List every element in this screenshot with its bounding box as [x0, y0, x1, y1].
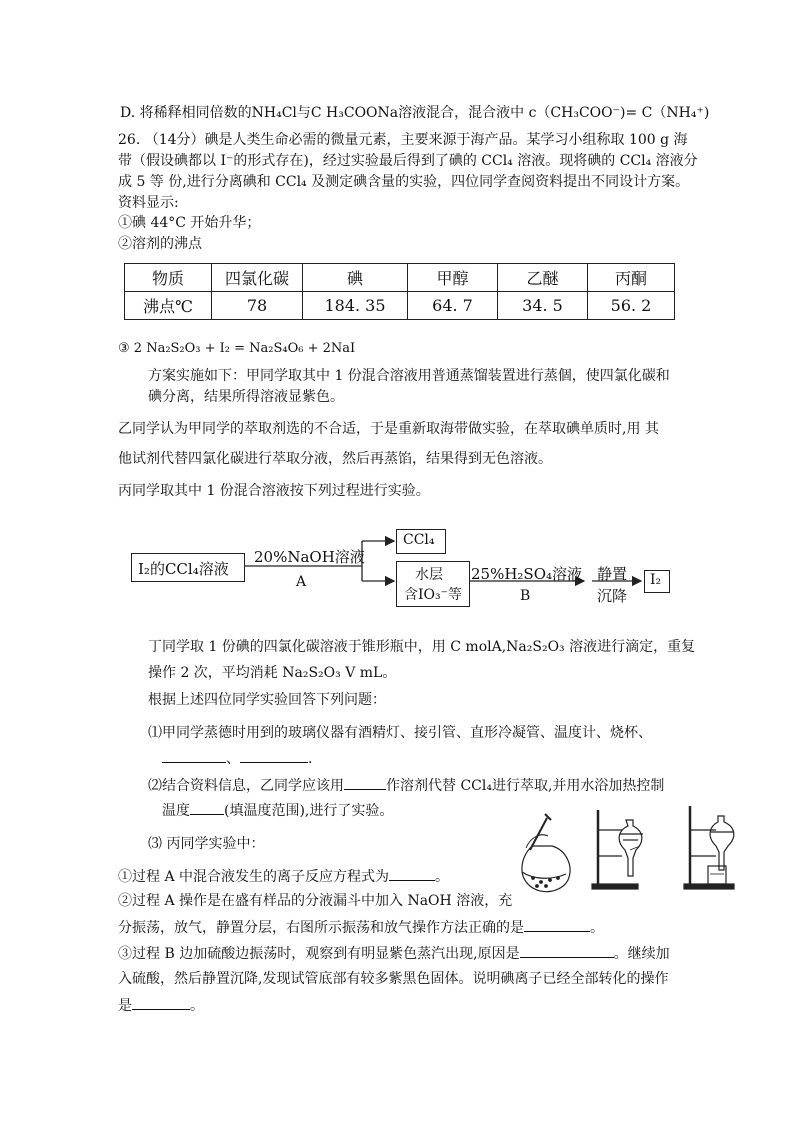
- q3-part3-text-d: 是: [118, 998, 132, 1014]
- flow-start-box: [131, 553, 245, 582]
- table-header-cell: 甲醇: [408, 264, 498, 292]
- plan-yi-line2: 他试剂代替四氯化碳进行萃取分液，然后再蒸馅，结果得到无色溶液。: [118, 451, 552, 467]
- plan-jia-line2: 碘分离，结果所得溶液显紫色。: [148, 389, 344, 405]
- table-row: [125, 264, 675, 292]
- info-title: 资料显示:: [118, 195, 179, 211]
- answer-blank[interactable]: [344, 775, 386, 790]
- q2-text-d: (填温度范围),进行了实验。: [224, 803, 394, 819]
- ring-stand-beaker-icon: [684, 806, 734, 889]
- q3-part2-line1: ②过程 A 操作是在盛有样品的分液漏斗中加入 NaOH 溶液，充: [118, 893, 513, 909]
- flow-settle-1: 静置: [597, 565, 628, 583]
- boiling-point-table: [124, 263, 675, 320]
- flow-ccl4-label: CCl₄: [403, 532, 435, 548]
- questions-intro: 根据上述四位同学实验回答下列问题：: [148, 692, 386, 708]
- q1-line2: [162, 748, 312, 769]
- q3-part1: [118, 866, 449, 887]
- flow-end-box: [644, 570, 670, 593]
- q3-part1-text: ①过程 A 中混合液发生的离子反应方程式为: [118, 869, 390, 885]
- q3-part3-text-a: ③过程 B 边加硫酸边振荡时，观察到有明显紫色蒸汽出现,原因是: [118, 946, 520, 962]
- answer-blank[interactable]: [389, 866, 435, 881]
- answer-blank[interactable]: [524, 917, 590, 932]
- table-cell: 56. 2: [588, 292, 675, 320]
- table-header-cell: 四氯化碳: [212, 264, 303, 292]
- table-header-cell: 丙酮: [588, 264, 675, 292]
- table-header-cell: 碘: [303, 264, 408, 292]
- flow-reagent-b: 25%H₂SO₄溶液: [471, 565, 583, 583]
- table-row: [125, 292, 675, 320]
- answer-blank[interactable]: [520, 943, 614, 958]
- q2-text-a: ⑵结合资料信息，乙同学应该用: [148, 778, 344, 794]
- table-header-cell: 乙醚: [498, 264, 588, 292]
- table-cell: 34. 5: [498, 292, 588, 320]
- plan-ding-line2: 操作 2 次，平均消耗 Na₂S₂O₃ V mL。: [148, 665, 397, 681]
- q3-part2-end: 。: [590, 920, 604, 936]
- q3-part1-end: 。: [435, 869, 450, 885]
- answer-blank[interactable]: [162, 748, 226, 763]
- q3-part3-end: 。: [190, 998, 204, 1014]
- option-d: D. 将稀释相同倍数的NH₄Cl与C H₃COONa溶液混合，混合液中 c（CH₃COO⁻)= C（NH₄⁺): [120, 105, 710, 121]
- plan-bing: 丙同学取其中 1 份混合溶液按下列过程进行实验。: [118, 483, 430, 499]
- table-cell: 64. 7: [408, 292, 498, 320]
- flow-ccl4-box: [396, 529, 446, 554]
- q3-part2-line2: [118, 917, 604, 938]
- q2-text-c: 温度: [162, 803, 190, 819]
- plan-yi-line1: 乙同学认为甲同学的萃取剂选的不合适，于是重新取海带做实验，在萃取碘单质时,用 其: [118, 421, 659, 437]
- q26-line3: 成 5 等 份,进行分离碘和 CCl₄ 及测定碘含量的实验，四位同学查阅资料提出不同设计方案。: [118, 174, 690, 190]
- info-item-1: ①碘 44°C 开始升华；: [118, 215, 261, 231]
- q26-line2: 带（假设碘都以 I⁻的形式存在)，经过实验最后得到了碘的 CCl₄ 溶液。现将碘的 CCl₄ 溶液分: [118, 153, 698, 169]
- q1-line1: ⑴甲同学蒸德时用到的玻璃仪器有酒精灯、接引管、直形冷凝管、温度计、烧杯、: [148, 725, 652, 741]
- flow-water-box: [396, 561, 470, 607]
- flow-start-label: I₂的CCl₄溶液: [138, 560, 229, 578]
- q3-part3-text-b: 。继续加: [613, 946, 670, 962]
- ring-stand-funnel-icon: [592, 810, 643, 889]
- answer-blank[interactable]: [132, 995, 190, 1010]
- flow-step-b: B: [520, 588, 531, 604]
- table-cell: 沸点℃: [125, 292, 212, 320]
- plan-jia-line1: 方案实施如下：甲同学取其中 1 份混合溶液用普通蒸馏装置进行蒸個，使四氯化碳和: [148, 368, 670, 384]
- shaking-funnel-icon: [522, 814, 570, 892]
- q2-text-b: 作溶剂代替 CCl₄进行萃取,并用水浴加热控制: [386, 778, 665, 794]
- q3-part3-line2: 入硫酸，然后静置沉降,发现试管底部有较多紫黑色固体。说明碘离子已经全部转化的操作: [118, 971, 669, 987]
- q3-part3-line1: [118, 943, 670, 964]
- answer-blank[interactable]: [190, 800, 224, 815]
- plan-ding-line1: 丁同学取 1 份碘的四氯化碳溶液于锥形瓶中，用 C molA,Na₂S₂O₃ 溶液进行滴定，重复: [148, 639, 696, 655]
- flow-water-label: 水层: [415, 567, 443, 583]
- answer-blank[interactable]: [240, 748, 308, 763]
- q3-part2-text: 分振荡，放气，静置分层，右图所示振荡和放气操作方法正确的是: [118, 920, 524, 936]
- table-header-cell: 物质: [125, 264, 212, 292]
- q2-line2: [162, 800, 393, 821]
- table-cell: 78: [212, 292, 303, 320]
- q2-line1: [148, 775, 664, 796]
- q1-end-mark: .: [308, 751, 313, 767]
- info-item-3: ③ 2 Na₂S₂O₃ + I₂ = Na₂S₄O₆ + 2NaI: [118, 341, 356, 356]
- q1-separator: 、: [226, 751, 240, 767]
- q3-heading: ⑶ 丙同学实验中：: [148, 836, 265, 852]
- q26-line1: 26. （14分）碘是人类生命必需的微量元素，主要来源于海产品。某学习小组称取 100 g 海: [118, 132, 688, 148]
- table-cell: 184. 35: [303, 292, 408, 320]
- flow-end-label: I₂: [650, 572, 662, 588]
- info-item-2: ②溶剂的沸点: [118, 236, 202, 252]
- flow-step-a: A: [296, 574, 307, 590]
- flow-water-content: 含IO₃⁻等: [404, 587, 463, 603]
- flow-reagent-a: 20%NaOH溶液: [254, 548, 365, 566]
- q3-part3-line3: [118, 995, 204, 1016]
- flow-settle-2: 沉降: [597, 587, 628, 605]
